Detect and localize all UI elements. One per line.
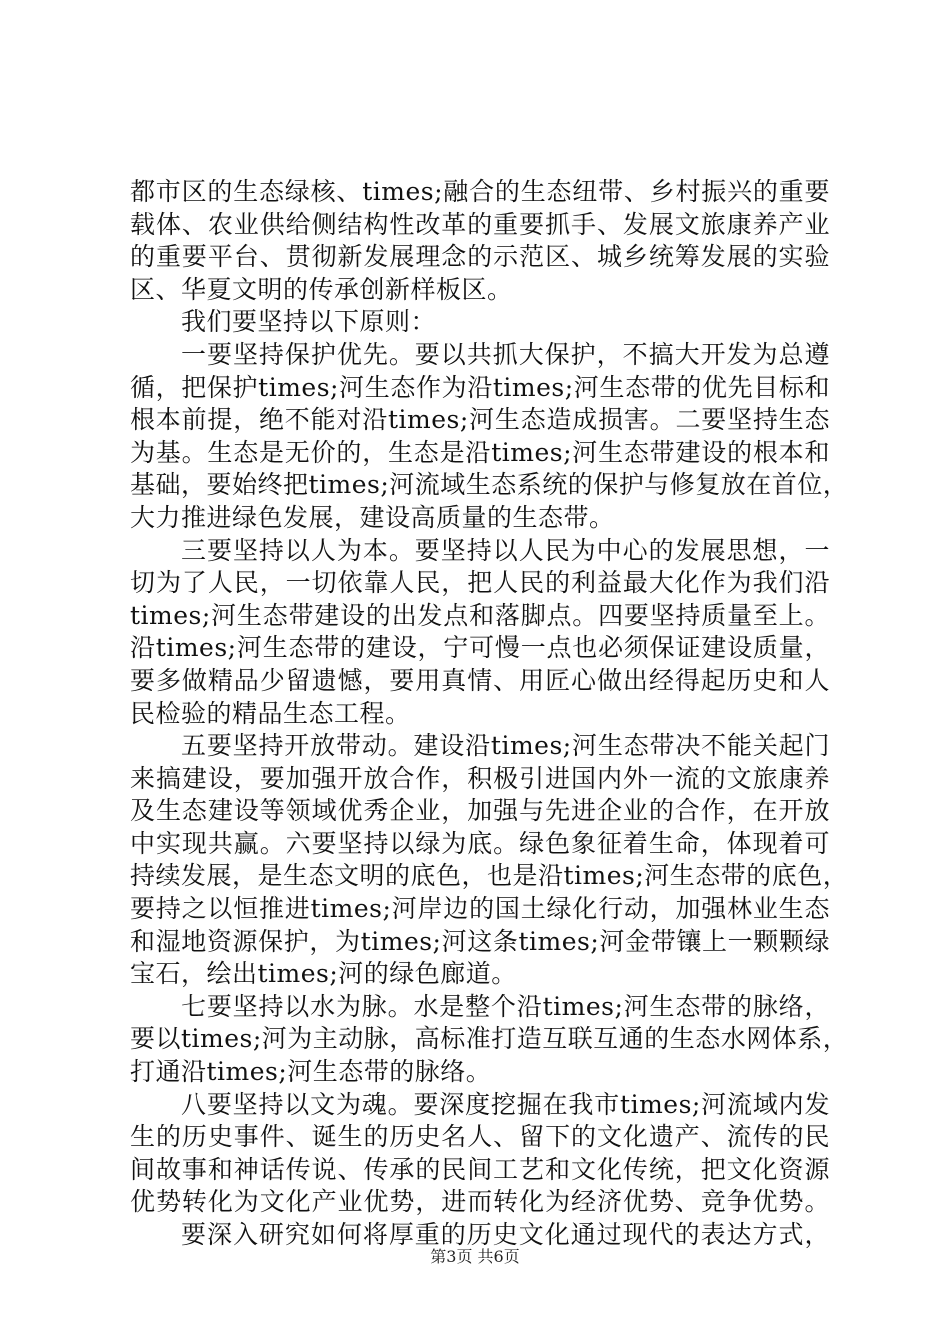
text-line: 五要坚持开放带动。建设沿times;河生态带决不能关起门	[181, 731, 830, 761]
text-line: 沿times;河生态带的建设，宁可慢一点也必须保证建设质量，	[130, 633, 830, 663]
text-line: 为基。生态是无价的，生态是沿times;河生态带建设的根本和	[130, 437, 830, 467]
text-line: 优势转化为文化产业优势，进而转化为经济优势、竞争优势。	[130, 1187, 830, 1217]
text-line: 持续发展，是生态文明的底色，也是沿times;河生态带的底色，	[130, 861, 849, 891]
text-line: 间故事和神话传说、传承的民间工艺和文化传统，把文化资源	[130, 1154, 830, 1184]
text-line: 宝石，绘出times;河的绿色廊道。	[130, 959, 517, 989]
text-line: 基础，要始终把times;河流域生态系统的保护与修复放在首位，	[130, 470, 849, 500]
text-line: 打通沿times;河生态带的脉络。	[130, 1057, 492, 1087]
text-line: 的重要平台、贯彻新发展理念的示范区、城乡统筹发展的实验	[130, 242, 830, 272]
text-line: 来搞建设，要加强开放合作，积极引进国内外一流的文旅康养	[130, 763, 830, 793]
text-line: 区、华夏文明的传承创新样板区。	[130, 274, 513, 304]
text-line: 生的历史事件、诞生的历史名人、留下的文化遗产、流传的民	[130, 1122, 830, 1152]
text-line: 载体、农业供给侧结构性改革的重要抓手、发展文旅康养产业	[130, 209, 830, 239]
text-line: 我们要坚持以下原则：	[181, 307, 437, 337]
text-line: 八要坚持以文为魂。要深度挖掘在我市times;河流域内发	[181, 1089, 830, 1119]
text-line: 中实现共赢。六要坚持以绿为底。绿色象征着生命，体现着可	[130, 828, 830, 858]
text-line: 切为了人民，一切依靠人民，把人民的利益最大化作为我们沿	[130, 568, 830, 598]
page-number-footer: 第3页 共6页	[430, 1247, 520, 1266]
text-line: times;河生态带建设的出发点和落脚点。四要坚持质量至上。	[130, 600, 830, 630]
text-line: 和湿地资源保护，为times;河这条times;河金带镶上一颗颗绿	[130, 926, 830, 956]
text-line: 一要坚持保护优先。要以共抓大保护，不搞大开发为总遵	[181, 339, 830, 369]
text-line: 七要坚持以水为脉。水是整个沿times;河生态带的脉络，	[181, 991, 830, 1021]
text-line: 三要坚持以人为本。要坚持以人民为中心的发展思想，一	[181, 535, 830, 565]
text-line: 要以times;河为主动脉，高标准打造互联互通的生态水网体系，	[130, 1024, 849, 1054]
text-line: 及生态建设等领域优秀企业，加强与先进企业的合作，在开放	[130, 796, 830, 826]
text-line: 大力推进绿色发展，建设高质量的生态带。	[130, 502, 615, 532]
text-line: 要多做精品少留遗憾，要用真情、用匠心做出经得起历史和人	[130, 665, 830, 695]
text-line: 根本前提，绝不能对沿times;河生态造成损害。二要坚持生态	[130, 405, 830, 435]
text-line: 民检验的精品生态工程。	[130, 698, 411, 728]
text-line: 要深入研究如何将厚重的历史文化通过现代的表达方式，	[181, 1220, 830, 1249]
body-text	[130, 176, 849, 1252]
text-line: 都市区的生态绿核、times;融合的生态纽带、乡村振兴的重要	[130, 177, 830, 206]
text-line: 要持之以恒推进times;河岸边的国土绿化行动，加强林业生态	[130, 894, 830, 924]
text-line: 循，把保护times;河生态作为沿times;河生态带的优先目标和	[130, 372, 830, 402]
